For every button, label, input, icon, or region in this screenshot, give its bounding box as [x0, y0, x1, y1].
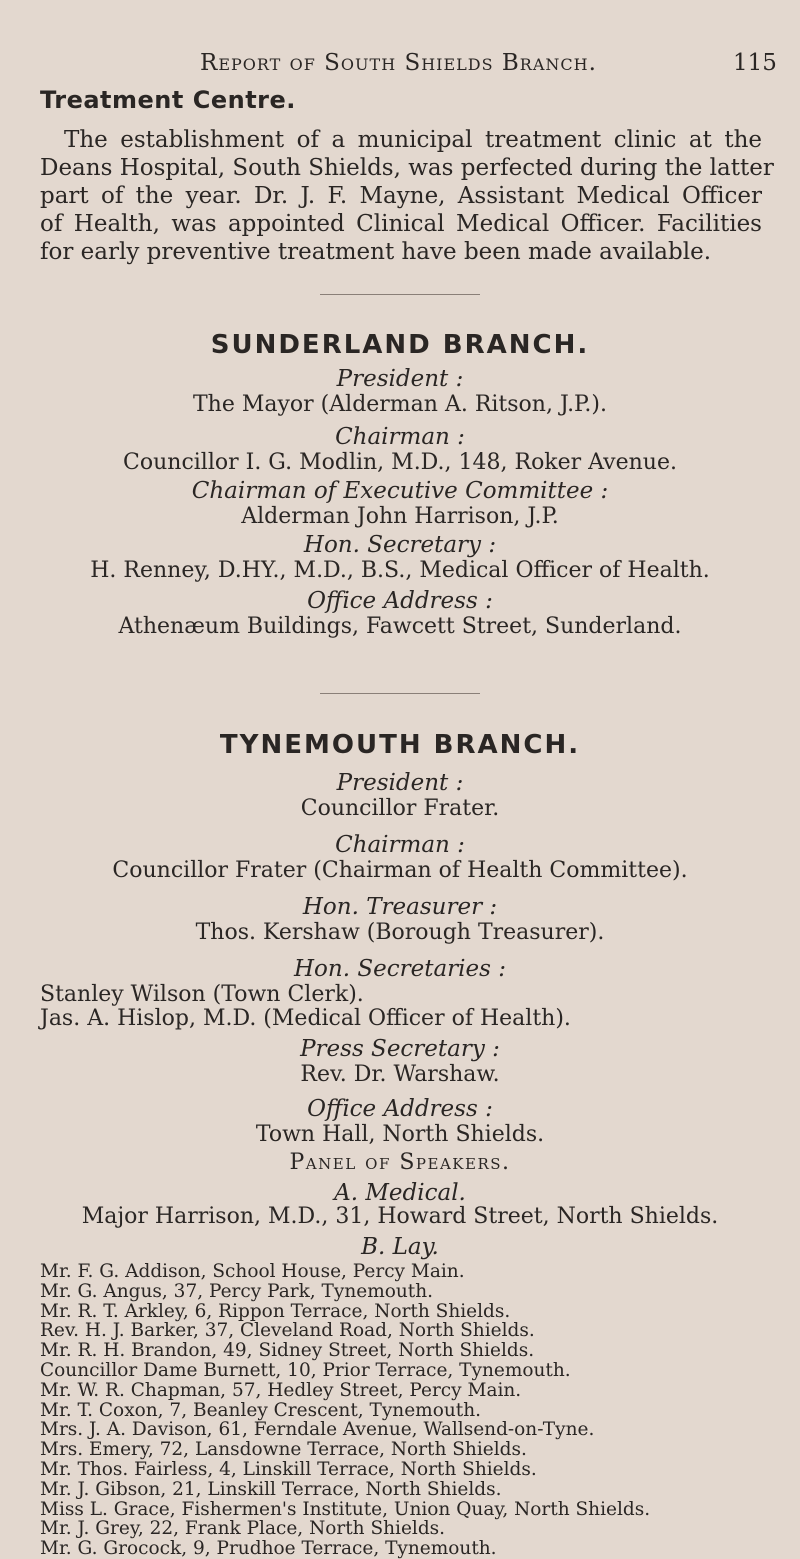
- tynemouth-chairman: Councillor Frater (Chairman of Health Committee).: [112, 858, 688, 883]
- sunderland-president: The Mayor (Alderman A. Ritson, J.P.).: [193, 392, 607, 417]
- sunderland-chairman: Councillor I. G. Modlin, M.D., 148, Roker Avenue.: [123, 450, 677, 475]
- page-number: 115: [733, 50, 777, 76]
- sunderland-secretary-role: Hon. Secretary :: [303, 532, 497, 558]
- lay-speaker: Mrs. J. A. Davison, 61, Ferndale Avenue, Wallsend-on-Tyne.: [40, 1419, 595, 1441]
- section-divider: [320, 294, 480, 295]
- section-divider: [320, 693, 480, 694]
- tynemouth-press-role: Press Secretary :: [300, 1036, 500, 1062]
- lay-speaker: Mrs. Emery, 72, Lansdowne Terrace, North Shields.: [40, 1439, 527, 1461]
- lay-speaker: Mr. F. G. Addison, School House, Percy Main.: [40, 1261, 465, 1282]
- lay-speaker: Mr. R. T. Arkley, 6, Rippon Terrace, North Shields.: [40, 1300, 511, 1322]
- sunderland-exec-chairman-role: Chairman of Executive Committee :: [191, 478, 609, 504]
- treatment-line: part of the year. Dr. J. F. Mayne, Assistant Medical Officer: [40, 183, 762, 209]
- sunderland-chairman-role: Chairman :: [335, 424, 465, 450]
- running-head: [0, 50, 800, 80]
- lay-speaker: Mr. R. H. Brandon, 49, Sidney Street, North Shields.: [40, 1340, 535, 1362]
- sunderland-office-role: Office Address :: [307, 588, 493, 614]
- tynemouth-chairman-role: Chairman :: [335, 832, 465, 858]
- lay-speaker: Mr. G. Grocock, 9, Prudhoe Terrace, Tynemouth.: [40, 1538, 497, 1559]
- treatment-paragraph: [40, 126, 774, 266]
- sunderland-president-role: President :: [336, 366, 464, 392]
- lay-speaker: Mr. J. Grey, 22, Frank Place, North Shields.: [40, 1518, 446, 1540]
- lay-speakers-list: [40, 1262, 650, 1559]
- lay-speaker: Mr. W. R. Chapman, 57, Hedley Street, Percy Main.: [40, 1379, 522, 1401]
- tynemouth-office-role: Office Address :: [307, 1096, 493, 1122]
- lay-speaker: Miss L. Grace, Fishermen's Institute, Union Quay, North Shields.: [40, 1498, 651, 1520]
- lay-speaker: Mr. Thos. Fairless, 4, Linskill Terrace, North Shields.: [40, 1458, 537, 1480]
- tynemouth-treasurer-role: Hon. Treasurer :: [302, 894, 498, 920]
- tynemouth-president: Councillor Frater.: [300, 796, 500, 821]
- sunderland-exec-chairman: Alderman John Harrison, J.P.: [241, 504, 559, 529]
- tynemouth-treasurer: Thos. Kershaw (Borough Treasurer).: [195, 920, 605, 945]
- treatment-line: of Health, was appointed Clinical Medical Officer. Facilities: [40, 211, 762, 237]
- lay-speaker: Mr. G. Angus, 37, Percy Park, Tynemouth.: [40, 1280, 434, 1302]
- medical-heading: A. Medical.: [334, 1180, 466, 1206]
- sunderland-branch-title: SUNDERLAND BRANCH.: [210, 330, 590, 360]
- treatment-centre-heading: Treatment Centre.: [40, 86, 296, 114]
- lay-speaker: Councillor Dame Burnett, 10, Prior Terrace, Tynemouth.: [40, 1359, 571, 1381]
- tynemouth-president-role: President :: [336, 770, 464, 796]
- tynemouth-secretary: Jas. A. Hislop, M.D. (Medical Officer of Health).: [40, 1006, 571, 1031]
- treatment-line: The establishment of a municipal treatment clinic at the: [64, 127, 762, 153]
- medical-speaker: Major Harrison, M.D., 31, Howard Street, North Shields.: [81, 1204, 719, 1229]
- treatment-line: for early preventive treatment have been made available.: [40, 239, 712, 265]
- lay-speaker: Mr. J. Gibson, 21, Linskill Terrace, North Shields.: [40, 1478, 502, 1500]
- lay-heading: B. Lay.: [361, 1234, 439, 1260]
- sunderland-office: Athenæum Buildings, Fawcett Street, Sunderland.: [118, 614, 682, 639]
- tynemouth-secretaries-role: Hon. Secretaries :: [294, 956, 506, 982]
- tynemouth-secretary: Stanley Wilson (Town Clerk).: [40, 982, 364, 1007]
- lay-speaker: Rev. H. J. Barker, 37, Cleveland Road, North Shields.: [40, 1320, 535, 1342]
- tynemouth-office: Town Hall, North Shields.: [255, 1122, 545, 1147]
- tynemouth-branch-title: TYNEMOUTH BRANCH.: [219, 730, 581, 760]
- running-head-title: Report of South Shields Branch.: [200, 50, 597, 76]
- tynemouth-press: Rev. Dr. Warshaw.: [300, 1062, 500, 1087]
- panel-of-speakers-title: Panel of Speakers.: [289, 1150, 511, 1175]
- treatment-line: Deans Hospital, South Shields, was perfected during the latter: [40, 155, 774, 181]
- lay-speaker: Mr. T. Coxon, 7, Beanley Crescent, Tynemouth.: [40, 1399, 481, 1421]
- sunderland-secretary: H. Renney, D.HY., M.D., B.S., Medical Officer of Health.: [90, 558, 710, 583]
